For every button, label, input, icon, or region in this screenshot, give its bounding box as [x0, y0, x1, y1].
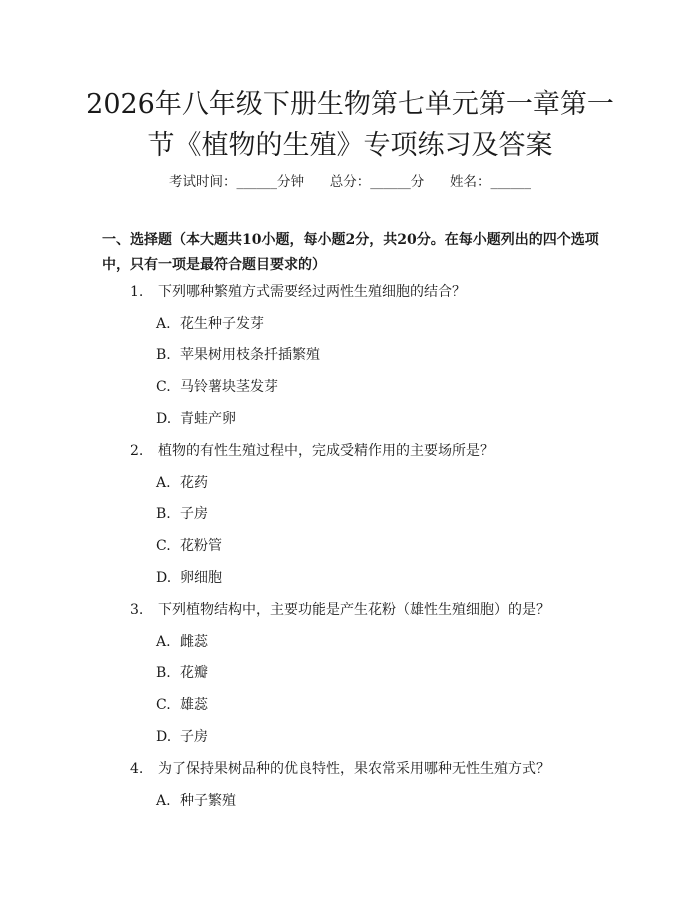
option-2c: C. 花粉管 — [156, 538, 222, 554]
option-3a: A. 雌蕊 — [156, 634, 208, 650]
option-3c: C. 雄蕊 — [156, 697, 208, 713]
question-text: 下列植物结构中，主要功能是产生花粉（雄性生殖细胞）的是？ — [158, 602, 550, 618]
option-2b: B. 子房 — [156, 506, 208, 522]
question-text: 为了保持果树品种的优良特性，果农常采用哪种无性生殖方式？ — [158, 761, 550, 777]
question-text: 植物的有性生殖过程中，完成受精作用的主要场所是？ — [158, 443, 494, 459]
option-1b: B. 苹果树用枝条扦插繁殖 — [156, 347, 320, 363]
option-1d: D. 青蛙产卵 — [156, 411, 236, 427]
section-heading: 一、选择题（本大题共10小题，每小题2分，共20分。在每小题列出的四个选项中，只有一项是最符合题目要求的） — [102, 232, 599, 273]
option-3d: D. 子房 — [156, 729, 208, 745]
title-line-1: 2026年八年级下册生物第七单元第一章第一 — [86, 89, 614, 120]
option-4a: A. 种子繁殖 — [156, 793, 236, 809]
question-1 — [130, 282, 466, 302]
option-3b: B. 花瓣 — [156, 665, 208, 681]
question-text: 下列哪种繁殖方式需要经过两性生殖细胞的结合？ — [158, 284, 466, 300]
question-number: 2. — [130, 443, 144, 459]
question-4 — [130, 759, 550, 779]
option-1a: A. 花生种子发芽 — [156, 316, 264, 332]
exam-info: 考试时间：______分钟 总分：______分 姓名：______ — [169, 174, 531, 190]
option-2d: D. 卵细胞 — [156, 570, 222, 586]
question-3 — [130, 600, 550, 620]
option-1c: C. 马铃薯块茎发芽 — [156, 379, 278, 395]
question-2 — [130, 441, 494, 461]
question-number: 3. — [130, 602, 144, 618]
title-line-2: 节《植物的生殖》专项练习及答案 — [147, 130, 553, 161]
option-2a: A. 花药 — [156, 475, 208, 491]
question-number: 4. — [130, 761, 144, 777]
page-title — [60, 84, 640, 166]
question-number: 1. — [130, 284, 144, 300]
